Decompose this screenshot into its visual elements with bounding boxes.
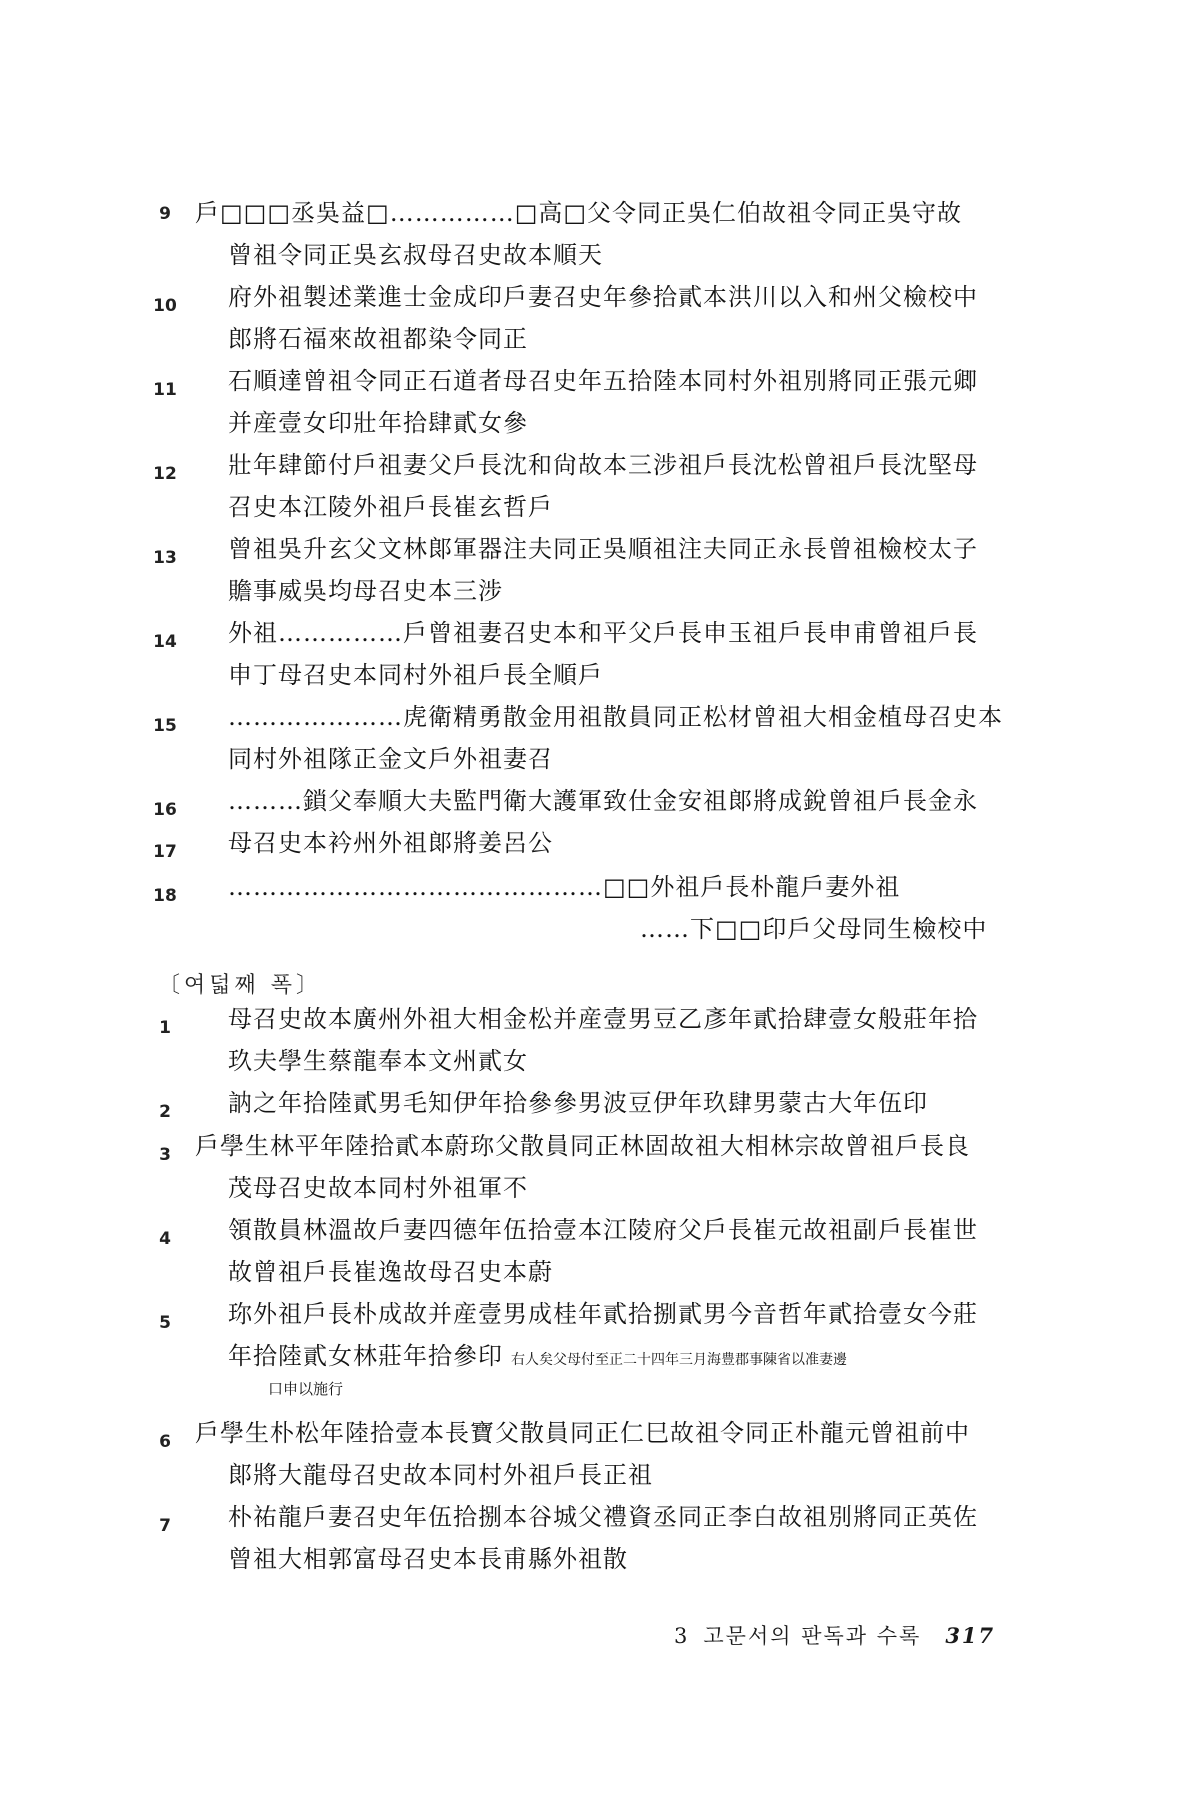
entry-text-line: 同村外祖隊正金文戶外祖妻召 (228, 745, 553, 773)
entry-text-line: 郞將大龍母召史故本同村外祖戶長正祖 (228, 1461, 653, 1489)
entry-text-line: 郎將石福來故祖都染令同正 (228, 325, 528, 353)
entry-text-line: 茂母召史故本同村外祖軍不 (228, 1174, 528, 1202)
entry-text-line: 曾祖大相郭富母召史本長甫縣外祖散 (228, 1545, 628, 1573)
line-number: 13 (153, 548, 177, 568)
entry-text-line: 戶學生林平年陸拾貳本蔚珎父散員同正林固故祖大相林宗故曾祖戶長良 (195, 1132, 970, 1160)
running-footer (674, 1620, 995, 1650)
entry-text-line: 訥之年拾陸貳男毛知伊年拾參參男波豆伊年玖肆男蒙古大年伍印 (228, 1089, 928, 1117)
entry-text-line: 領散員林溫故戶妻四德年伍拾壹本江陵府父戶長崔元故祖副戶長崔世 (228, 1216, 978, 1244)
line-number: 18 (153, 886, 177, 906)
entry-text-line: 母召史本衿州外祖郞將姜呂公 (228, 829, 553, 857)
entry-text-line: 朴祐龍戶妻召史年伍拾捌本谷城父禮資丞同正李白故祖別將同正英佐 (228, 1503, 978, 1531)
entry-text-line: ……下□□印戶父母同生檢校中 (640, 915, 988, 943)
entry-text-line: 召史本江陵外祖戶長崔玄哲戶 (228, 493, 553, 521)
entry-text-line: 申丁母召史本同村外祖戶長全順戶 (228, 661, 603, 689)
annotation-note-continuation: 口申以施行 (268, 1380, 344, 1398)
line-number: 11 (153, 380, 177, 400)
entry-text-line: 戶學生朴松年陸拾壹本長寶父散員同正仁巳故祖令同正朴龍元曾祖前中 (195, 1419, 970, 1447)
entry-text-line: 曾祖吳升玄父文林郞軍器注夫同正吳順祖注夫同正永長曾祖檢校太子 (228, 535, 978, 563)
line-number: 6 (159, 1432, 171, 1452)
line-number: 4 (159, 1229, 171, 1249)
line-number: 7 (159, 1516, 171, 1536)
entry-text-line: 石順達曾祖令同正石道者母召史年五拾陸本同村外祖別將同正張元卿 (228, 367, 978, 395)
entry-text-line: 珎外祖戶長朴成故并産壹男成桂年貳拾捌貳男今音哲年貳拾壹女今莊 (228, 1300, 978, 1328)
entry-text-line: 故曾祖戶長崔逸故母召史本蔚 (228, 1258, 553, 1286)
line-number: 9 (159, 204, 171, 224)
entry-text-line: 玖夫學生蔡龍奉本文州貳女 (228, 1047, 528, 1075)
line-number: 10 (153, 296, 177, 316)
page-number: 317 (945, 1623, 996, 1648)
line-number: 5 (159, 1313, 171, 1333)
line-number: 12 (153, 464, 177, 484)
line-number: 17 (153, 842, 177, 862)
entry-text-line: …………………虎衛精勇散金用祖散員同正松材曾祖大相金植母召史本 (228, 703, 1003, 731)
entry-text-line (228, 1341, 847, 1375)
chapter-number: 3 (674, 1624, 690, 1648)
line-number: 16 (153, 800, 177, 820)
entry-text: 年拾陸貳女林莊年拾參印 (228, 1342, 503, 1370)
entry-text-line: 府外祖製述業進士金成印戶妻召史年參拾貳本洪川以入和州父檢校中 (228, 283, 978, 311)
section-heading: 〔여덟째 폭〕 (158, 973, 323, 998)
line-number: 2 (159, 1102, 171, 1122)
entry-text-line: ………鎖父奉順大夫監門衛大護軍致仕金安祖郞將成銳曾祖戶長金永 (228, 787, 978, 815)
line-number: 1 (159, 1018, 171, 1038)
line-number: 15 (153, 716, 177, 736)
annotation-note: 右人矣父母付至正二十四年三月海豊郡事陳省以准妻邊 (511, 1352, 847, 1368)
entry-text-line: 并産壹女印壯年拾肆貳女參 (228, 409, 528, 437)
entry-text-line: 壯年肆節付戶祖妻父戶長沈和尙故本三涉祖戶長沈松曾祖戶長沈堅母 (228, 451, 978, 479)
line-number: 14 (153, 632, 177, 652)
entry-text-line: 曾祖令同正吳玄叔母召史故本順天 (228, 241, 603, 269)
entry-text-line: 贍事威吳均母召史本三涉 (228, 577, 503, 605)
entry-text-line: 戶□□□丞吳益□……………□高□父令同正吳仁伯故祖令同正吳守故 (195, 199, 963, 227)
chapter-title: 고문서의 판독과 수록 (703, 1624, 922, 1648)
entry-text-line: 母召史故本廣州外祖大相金松并産壹男豆乙彥年貳拾肆壹女般莊年拾 (228, 1005, 978, 1033)
line-number: 3 (159, 1145, 171, 1165)
entry-text-line: ………………………………………□□外祖戶長朴龍戶妻外祖 (228, 873, 901, 901)
entry-text-line: 外祖……………戶曾祖妻召史本和平父戶長申玉祖戶長申甫曾祖戶長 (228, 619, 978, 647)
